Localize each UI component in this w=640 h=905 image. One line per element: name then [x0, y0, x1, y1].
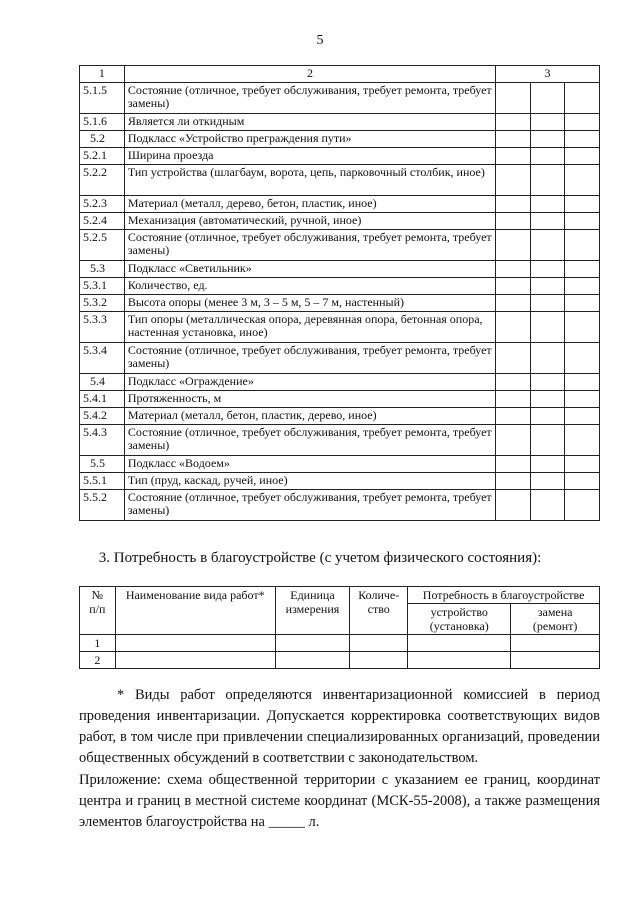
value-cell — [565, 295, 600, 312]
section-3-title: 3. Потребность в благоустройстве (с учетом физического состояния): — [98, 550, 542, 566]
value-cell — [496, 425, 531, 456]
row-number: 5.4.1 — [80, 391, 125, 408]
value-cell — [530, 131, 565, 148]
table-header-row — [80, 66, 600, 83]
col-replace-header: замена (ремонт) — [511, 604, 600, 635]
col-install-header: устройство (установка) — [408, 604, 511, 635]
col-unit-header: Единица измерения — [275, 587, 349, 635]
needs-table — [79, 586, 600, 669]
row-text: Тип опоры (металлическая опора, деревянная опора, бетонная опора, настенная установка, иное) — [124, 312, 495, 343]
value-cell — [496, 473, 531, 490]
row-number: 5.1.6 — [80, 114, 125, 131]
value-cell — [530, 148, 565, 165]
value-cell — [496, 278, 531, 295]
table-row — [80, 652, 600, 669]
value-cell — [565, 408, 600, 425]
row-number: 5.3.2 — [80, 295, 125, 312]
row-text: Состояние (отличное, требует обслуживания, требует ремонта, требует замены) — [124, 490, 495, 521]
value-cell — [565, 165, 600, 196]
row-text: Материал (металл, дерево, бетон, пластик, иное) — [124, 196, 495, 213]
value-cell — [565, 374, 600, 391]
row-text: Высота опоры (менее 3 м, 3 – 5 м, 5 – 7 м, настенный) — [124, 295, 495, 312]
value-cell — [565, 131, 600, 148]
table-row — [80, 374, 600, 391]
value-cell — [565, 114, 600, 131]
value-cell — [496, 230, 531, 261]
value-cell — [496, 391, 531, 408]
table-row — [80, 635, 600, 652]
row-number: 5.2.1 — [80, 148, 125, 165]
subclass-title: Подкласс «Устройство преграждения пути» — [124, 131, 495, 148]
table-row — [80, 261, 600, 278]
value-cell — [565, 312, 600, 343]
value-cell — [565, 213, 600, 230]
value-cell — [496, 114, 531, 131]
table-row — [80, 295, 600, 312]
value-cell — [496, 148, 531, 165]
value-cell — [530, 165, 565, 196]
subclass-title: Подкласс «Ограждение» — [124, 374, 495, 391]
value-cell — [565, 148, 600, 165]
row-number: 5.3 — [80, 261, 125, 278]
value-cell — [530, 83, 565, 114]
subclass-title: Подкласс «Светильник» — [124, 261, 495, 278]
row-text: Тип (пруд, каскад, ручей, иное) — [124, 473, 495, 490]
row-text: Является ли откидным — [124, 114, 495, 131]
row-number: 5.2 — [80, 131, 125, 148]
value-cell — [530, 490, 565, 521]
value-cell — [565, 473, 600, 490]
row-text: Ширина проезда — [124, 148, 495, 165]
value-cell — [530, 425, 565, 456]
row-text: Механизация (автоматический, ручной, иное) — [124, 213, 495, 230]
row-number: 5.2.2 — [80, 165, 125, 196]
value-cell — [565, 425, 600, 456]
value-cell — [565, 261, 600, 278]
value-cell — [530, 278, 565, 295]
row-number: 5.2.4 — [80, 213, 125, 230]
value-cell — [565, 278, 600, 295]
value-cell — [530, 312, 565, 343]
row-text: Тип устройства (шлагбаум, ворота, цепь, парковочный столбик, иное) — [124, 165, 495, 196]
table-row — [80, 343, 600, 374]
value-cell — [496, 131, 531, 148]
footnote: * Виды работ определяются инвентаризационной комиссией в период проведения инвентаризации. Допускается корректировка соответствующих видов работ, в том числе при привлечении специализированных организаций, проведении общественных обсуждений в соответствии с законодательством. — [79, 687, 600, 766]
table-row — [80, 425, 600, 456]
col-need-header: Потребность в благоустройстве — [408, 587, 600, 604]
table-row — [80, 83, 600, 114]
table-row — [80, 278, 600, 295]
table-row — [80, 456, 600, 473]
table-row — [80, 391, 600, 408]
table-row — [80, 312, 600, 343]
value-cell — [530, 343, 565, 374]
value-cell — [530, 473, 565, 490]
table-row — [80, 213, 600, 230]
value-cell — [496, 456, 531, 473]
row-number: 5.2.5 — [80, 230, 125, 261]
col-work-type-header: Наименование вида работ* — [115, 587, 275, 635]
value-cell — [530, 295, 565, 312]
value-cell — [496, 343, 531, 374]
value-cell — [565, 456, 600, 473]
row-number: 5.3.1 — [80, 278, 125, 295]
value-cell — [530, 196, 565, 213]
row-number: 5.5.2 — [80, 490, 125, 521]
value-cell — [496, 83, 531, 114]
row-text: Материал (металл, бетон, пластик, дерево, иное) — [124, 408, 495, 425]
table-row — [80, 131, 600, 148]
value-cell — [530, 456, 565, 473]
row-number: 5.2.3 — [80, 196, 125, 213]
row-text: Состояние (отличное, требует обслуживания, требует ремонта, требует замены) — [124, 425, 495, 456]
value-cell — [565, 343, 600, 374]
row-number: 5.3.4 — [80, 343, 125, 374]
value-cell — [496, 261, 531, 278]
appendix-note: Приложение: схема общественной территории с указанием ее границ, координат центра и границ в местной системе координат (МСК-55-2008), а также размещения элементов благоустройства на _____ л. — [79, 772, 600, 830]
row-number: 5.3.3 — [80, 312, 125, 343]
row-number: 2 — [80, 652, 116, 669]
table-row — [80, 230, 600, 261]
value-cell — [496, 213, 531, 230]
header-col-1: 1 — [80, 66, 125, 83]
value-cell — [496, 196, 531, 213]
table-row — [80, 148, 600, 165]
value-cell — [496, 408, 531, 425]
table-row — [80, 196, 600, 213]
row-text: Протяженность, м — [124, 391, 495, 408]
row-text: Состояние (отличное, требует обслуживания, требует ремонта, требует замены) — [124, 83, 495, 114]
header-col-2: 2 — [124, 66, 495, 83]
table-row — [80, 473, 600, 490]
value-cell — [565, 490, 600, 521]
value-cell — [565, 230, 600, 261]
row-number: 5.4.3 — [80, 425, 125, 456]
value-cell — [565, 391, 600, 408]
table-row — [80, 114, 600, 131]
col-number-header: № п/п — [80, 587, 116, 635]
value-cell — [496, 165, 531, 196]
value-cell — [530, 230, 565, 261]
header-col-3: 3 — [496, 66, 600, 83]
row-number: 5.1.5 — [80, 83, 125, 114]
value-cell — [496, 312, 531, 343]
row-number: 5.5.1 — [80, 473, 125, 490]
value-cell — [496, 295, 531, 312]
row-text: Количество, ед. — [124, 278, 495, 295]
value-cell — [530, 114, 565, 131]
table-row — [80, 165, 600, 196]
value-cell — [530, 408, 565, 425]
inventory-table — [79, 65, 600, 521]
row-text: Состояние (отличное, требует обслуживания, требует ремонта, требует замены) — [124, 343, 495, 374]
value-cell — [565, 83, 600, 114]
table-row — [80, 490, 600, 521]
subclass-title: Подкласс «Водоем» — [124, 456, 495, 473]
value-cell — [530, 261, 565, 278]
page-number: 5 — [316, 33, 324, 48]
value-cell — [565, 196, 600, 213]
value-cell — [530, 213, 565, 230]
table-row — [80, 408, 600, 425]
value-cell — [496, 374, 531, 391]
value-cell — [530, 391, 565, 408]
col-quantity-header: Количе-ство — [350, 587, 408, 635]
value-cell — [496, 490, 531, 521]
row-number: 1 — [80, 635, 116, 652]
row-text: Состояние (отличное, требует обслуживания, требует ремонта, требует замены) — [124, 230, 495, 261]
value-cell — [530, 374, 565, 391]
row-number: 5.5 — [80, 456, 125, 473]
row-number: 5.4 — [80, 374, 125, 391]
row-number: 5.4.2 — [80, 408, 125, 425]
